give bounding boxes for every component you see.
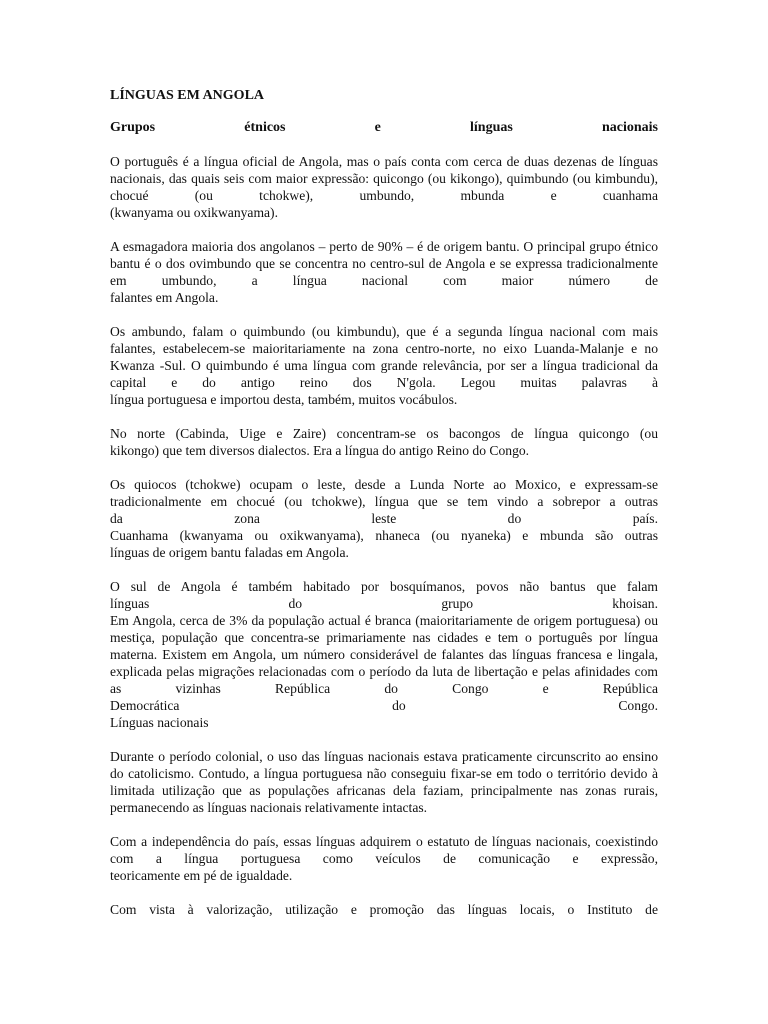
paragraph-line: Os quiocos (tchokwe) ocupam o leste, desde a Lunda Norte ao Moxico, e expressam-se tradicionalmente em chocué (ou tchokwe), língua que se tem vindo a sobrepor a outras [110,477,658,509]
paragraph-line: A esmagadora maioria dos angolanos – perto de 90% – é de origem bantu. O principal grupo étnico bantu é o dos ovimbundo que se concentra no centro-sul de Angola e se expressa tradicionalmente em umbundo, a língua nacional com maior número de [110,239,658,288]
paragraph-line: O sul de Angola é também habitado por bosquímanos, povos não bantus que falam [110,579,658,594]
paragraph-line: Com a independência do país, essas línguas adquirem o estatuto de línguas nacionais, coexistindo com a língua portuguesa como veículos de comunicação e expressão, [110,834,658,866]
paragraph-valorization [110,901,658,918]
paragraph-line: Com vista à valorização, utilização e promoção das línguas locais, o Instituto de [110,902,658,917]
paragraph-line: (kwanyama ou oxikwanyama). [110,205,278,220]
paragraph-line: Democrática do Congo. [110,698,658,713]
paragraph-line: Durante o período colonial, o uso das línguas nacionais estava praticamente circunscrito ao ensino do catolicismo. Contudo, a língua portuguesa não conseguiu fixar-se em todo o território devido à limitada utilização que as populações africanas dela faziam, principalmente nas zonas rurais, permanecendo as línguas nacionais relativamente intactas. [110,749,658,815]
paragraph-ambundo [110,323,658,408]
paragraph-line: No norte (Cabinda, Uige e Zaire) concentram-se os bacongos de língua quicongo (ou [110,426,658,441]
paragraph-line: línguas do grupo khoisan. [110,596,658,611]
paragraph-line: línguas de origem bantu faladas em Angola. [110,545,349,560]
paragraph-line: da zona leste do país. [110,511,658,526]
paragraph-official-language [110,153,658,221]
paragraph-line: Cuanhama (kwanyama ou oxikwanyama), nhaneca (ou nyaneka) e mbunda são outras [110,528,658,543]
paragraph-quiocos [110,476,658,561]
paragraph-line: Em Angola, cerca de 3% da população actual é branca (maioritariamente de origem portuguesa) ou mestiça, população que concentra-se primariamente nas cidades e tem o português por língua materna. Existem em Angola, um número considerável de falantes das línguas francesa e lingala, explicada pelas migrações relacionadas com o período da luta de libertação e pelas afinidades com as vizinhas República do Congo e República [110,613,658,696]
paragraph-line: falantes em Angola. [110,290,219,305]
document-title: LÍNGUAS EM ANGOLA [110,88,265,103]
paragraph-colonial-period [110,748,658,816]
paragraph-line: teoricamente em pé de igualdade. [110,868,293,883]
document-page [110,87,658,935]
paragraph-independence [110,833,658,884]
paragraph-south-khoisan [110,578,658,731]
paragraph-line: O português é a língua oficial de Angola, mas o país conta com cerca de duas dezenas de línguas nacionais, das quais seis com maior expressão: quicongo (ou kikongo), quimbundo (ou kimbundu), chocué (ou tchokwe), umbundo, mbunda e cuanhama [110,154,658,203]
paragraph-line: língua portuguesa e importou desta, também, muitos vocábulos. [110,392,458,407]
paragraph-line: kikongo) que tem diversos dialectos. Era a língua do antigo Reino do Congo. [110,443,530,458]
paragraph-north-bacongos [110,425,658,459]
paragraph-bantu-origin [110,238,658,306]
paragraph-line: Línguas nacionais [110,715,209,730]
paragraph-line: Os ambundo, falam o quimbundo (ou kimbundu), que é a segunda língua nacional com mais falantes, estabelecem-se maioritariamente na zona centro-norte, no eixo Luanda-Malanje e no Kwanza -Sul. O quimbundo é uma língua com grande relevância, por ser a língua tradicional da capital e do antigo reino dos N'gola. Legou muitas palavras à [110,324,658,390]
section-heading: Grupos étnicos e línguas nacionais [110,120,658,135]
